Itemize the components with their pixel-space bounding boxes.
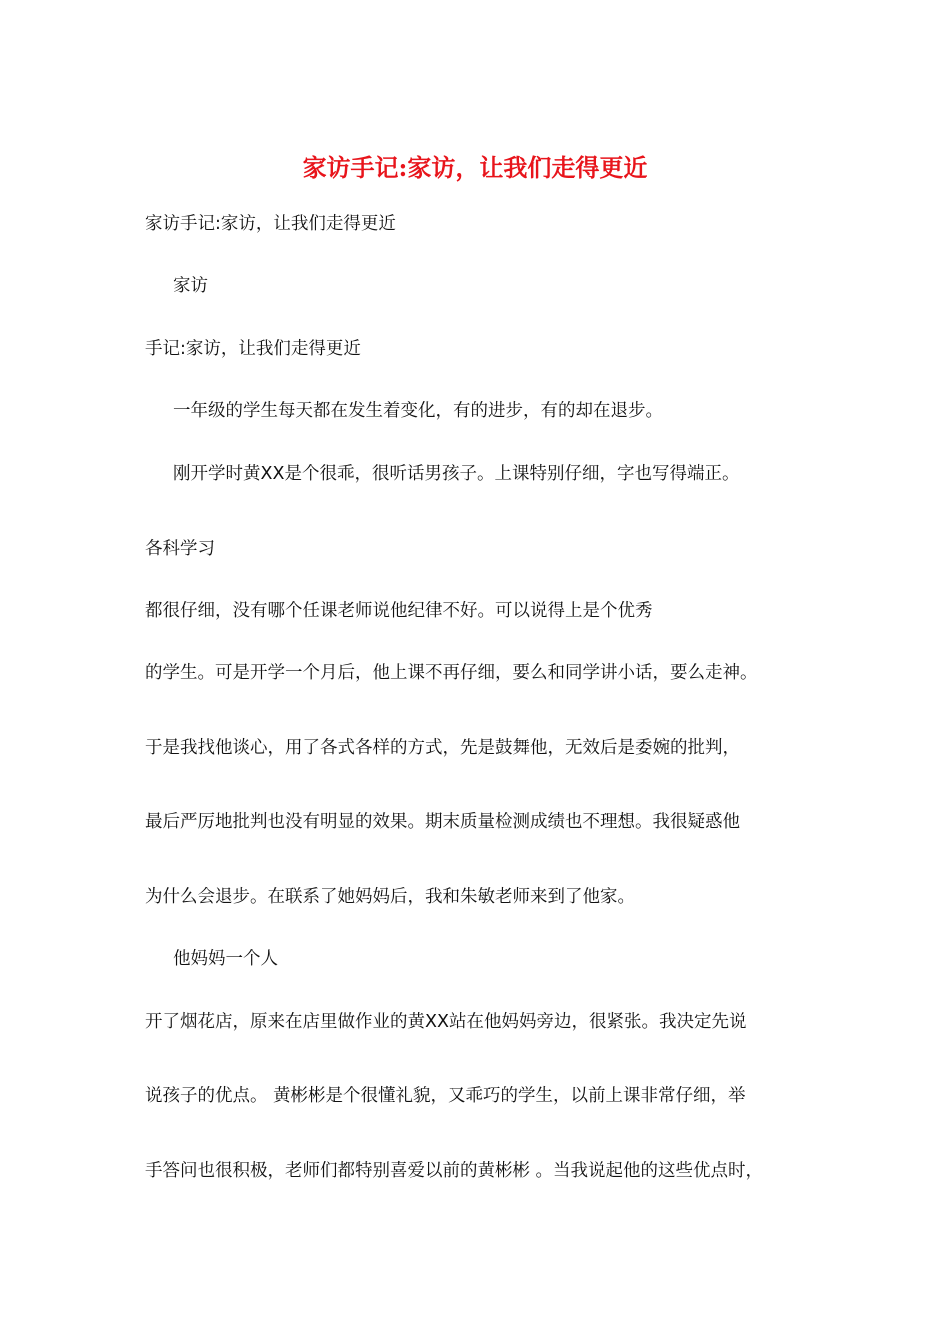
paragraph-line: 家访	[173, 276, 208, 296]
paragraph-line: 开了烟花店，原来在店里做作业的黄XX站在他妈妈旁边，很紧张。我决定先说	[145, 1012, 747, 1032]
paragraph-line: 手记:家访，让我们走得更近	[145, 339, 361, 359]
paragraph-line: 为什么会退步。在联系了她妈妈后，我和朱敏老师来到了他家。	[145, 887, 635, 907]
paragraph-line: 家访手记:家访，让我们走得更近	[145, 214, 396, 234]
paragraph-line: 的学生。可是开学一个月后，他上课不再仔细，要么和同学讲小话，要么走神。	[145, 663, 758, 683]
paragraph-line: 都很仔细，没有哪个任课老师说他纪律不好。可以说得上是个优秀	[145, 601, 653, 621]
paragraph-line: 手答问也很积极，老师们都特别喜爱以前的黄彬彬 。当我说起他的这些优点时，	[145, 1161, 764, 1181]
document-title: 家访手记:家访，让我们走得更近	[302, 153, 648, 182]
paragraph-line: 各科学习	[145, 539, 215, 559]
paragraph-line: 最后严厉地批判也没有明显的效果。期末质量检测成绩也不理想。我很疑惑他	[145, 812, 740, 832]
paragraph-line: 一年级的学生每天都在发生着变化，有的进步，有的却在退步。	[173, 401, 663, 421]
paragraph-line: 刚开学时黄XX是个很乖，很听话男孩子。上课特别仔细，字也写得端正。	[173, 464, 740, 484]
paragraph-line: 他妈妈一个人	[173, 949, 278, 969]
paragraph-line: 于是我找他谈心，用了各式各样的方式，先是鼓舞他，无效后是委婉的批判，	[145, 738, 740, 758]
paragraph-line: 说孩子的优点。 黄彬彬是个很懂礼貌，又乖巧的学生，以前上课非常仔细，举	[145, 1086, 746, 1106]
